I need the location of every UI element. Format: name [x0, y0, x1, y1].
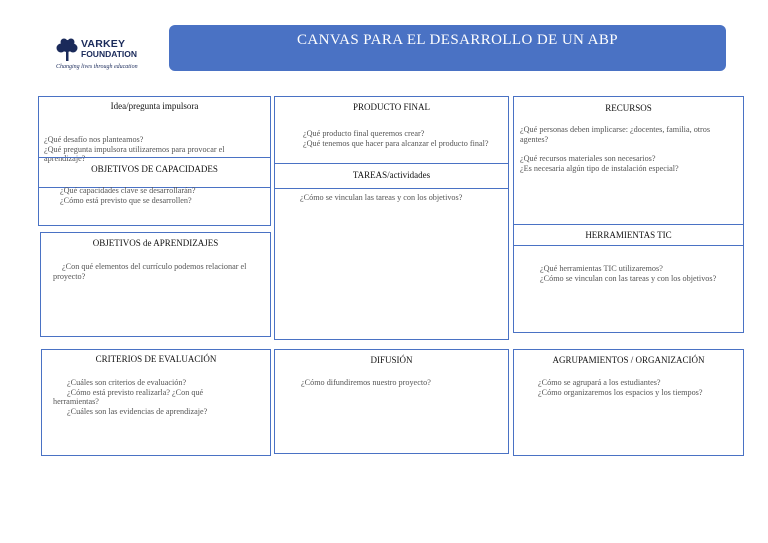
agrupamientos-box [513, 349, 744, 456]
criterios-questions [53, 378, 226, 416]
recursos-question: ¿Qué recursos materiales son necesarios? [520, 154, 656, 164]
tree-icon [54, 38, 80, 62]
producto-final-question: ¿Qué tenemos que hacer para alcanzar el producto final? [303, 138, 489, 148]
logo-name-line1: VARKEY [81, 38, 126, 50]
producto-final-questions [287, 129, 490, 148]
criterios-question: ¿Cuáles son las evidencias de aprendizaje? [67, 406, 208, 416]
logo-name-line2: FOUNDATION [81, 49, 138, 59]
difusion-questions [301, 378, 500, 388]
idea-title: Idea/pregunta impulsora [110, 101, 199, 111]
agrupamientos-question: ¿Cómo organizaremos los espacios y los tiempos? [538, 387, 703, 397]
recursos-box [513, 96, 744, 226]
objetivos-aprendizajes-questions [53, 262, 260, 281]
herramientas-title: HERRAMIENTAS TIC [585, 230, 672, 240]
herramientas-questions [540, 264, 739, 283]
varkey-foundation-logo [54, 38, 149, 74]
objetivos-aprendizajes-title: OBJETIVOS de APRENDIZAJES [92, 238, 219, 248]
tareas-box [274, 163, 509, 189]
herramientas-divider [514, 245, 743, 246]
objetivos-capacidades-question: ¿Cómo está previsto que se desarrollen? [60, 195, 192, 205]
agrupamientos-title: AGRUPAMIENTOS / ORGANIZACIÓN [552, 355, 705, 365]
difusion-title: DIFUSIÓN [370, 355, 413, 365]
objetivos-capacidades-title: OBJETIVOS DE CAPACIDADES [91, 164, 218, 174]
objetivos-capacidades-box [38, 157, 271, 188]
criterios-question: ¿Cuáles son criterios de evaluación? [67, 378, 187, 387]
producto-final-box [274, 96, 509, 340]
agrupamientos-questions [538, 378, 739, 397]
page-title: CANVAS PARA EL DESARROLLO DE UN ABP [296, 32, 618, 48]
difusion-box [274, 349, 509, 454]
objetivos-capacidades-questions [60, 186, 265, 205]
recursos-questions [520, 125, 735, 173]
difusion-question: ¿Cómo difundiremos nuestro proyecto? [301, 378, 431, 387]
objetivos-capacidades-question: ¿Qué capacidades clave se desarrollarán? [60, 186, 196, 195]
objetivos-aprendizajes-question: ¿Con qué elementos del currículo podemos relacionar el proyecto? [53, 262, 249, 281]
idea-question: ¿Qué pregunta impulsora utilizaremos para provocar el aprendizaje? [44, 144, 227, 164]
criterios-title: CRITERIOS DE EVALUACIÓN [95, 354, 217, 364]
agrupamientos-question: ¿Cómo se agrupará a los estudiantes? [538, 378, 661, 387]
tareas-questions [300, 193, 500, 203]
criterios-box [41, 349, 271, 456]
recursos-title: RECURSOS [605, 103, 652, 113]
tareas-question: ¿Cómo se vinculan las tareas y con los objetivos? [300, 193, 463, 202]
herramientas-box [513, 224, 744, 333]
herramientas-question: ¿Qué herramientas TIC utilizaremos? [540, 264, 663, 273]
logo-tagline: Changing lives through education [56, 64, 138, 70]
producto-final-question: ¿Qué producto final queremos crear? [303, 129, 425, 138]
idea-question: ¿Qué desafío nos planteamos? [44, 135, 144, 144]
objetivos-aprendizajes-box [40, 232, 271, 337]
recursos-question: ¿Es necesaria algún tipo de instalación especial? [520, 163, 679, 173]
recursos-question: ¿Qué personas deben implicarse: ¿docentes, familia, otros agentes? [520, 125, 713, 144]
herramientas-question: ¿Cómo se vinculan con las tareas y con los objetivos? [540, 273, 717, 283]
producto-final-title: PRODUCTO FINAL [352, 102, 431, 112]
title-banner [169, 25, 726, 71]
criterios-question: ¿Cómo está previsto realizarla? ¿Con qué herramientas? [53, 387, 206, 407]
recursos-spacer [520, 144, 735, 154]
tareas-title: TAREAS/actividades [352, 170, 431, 180]
